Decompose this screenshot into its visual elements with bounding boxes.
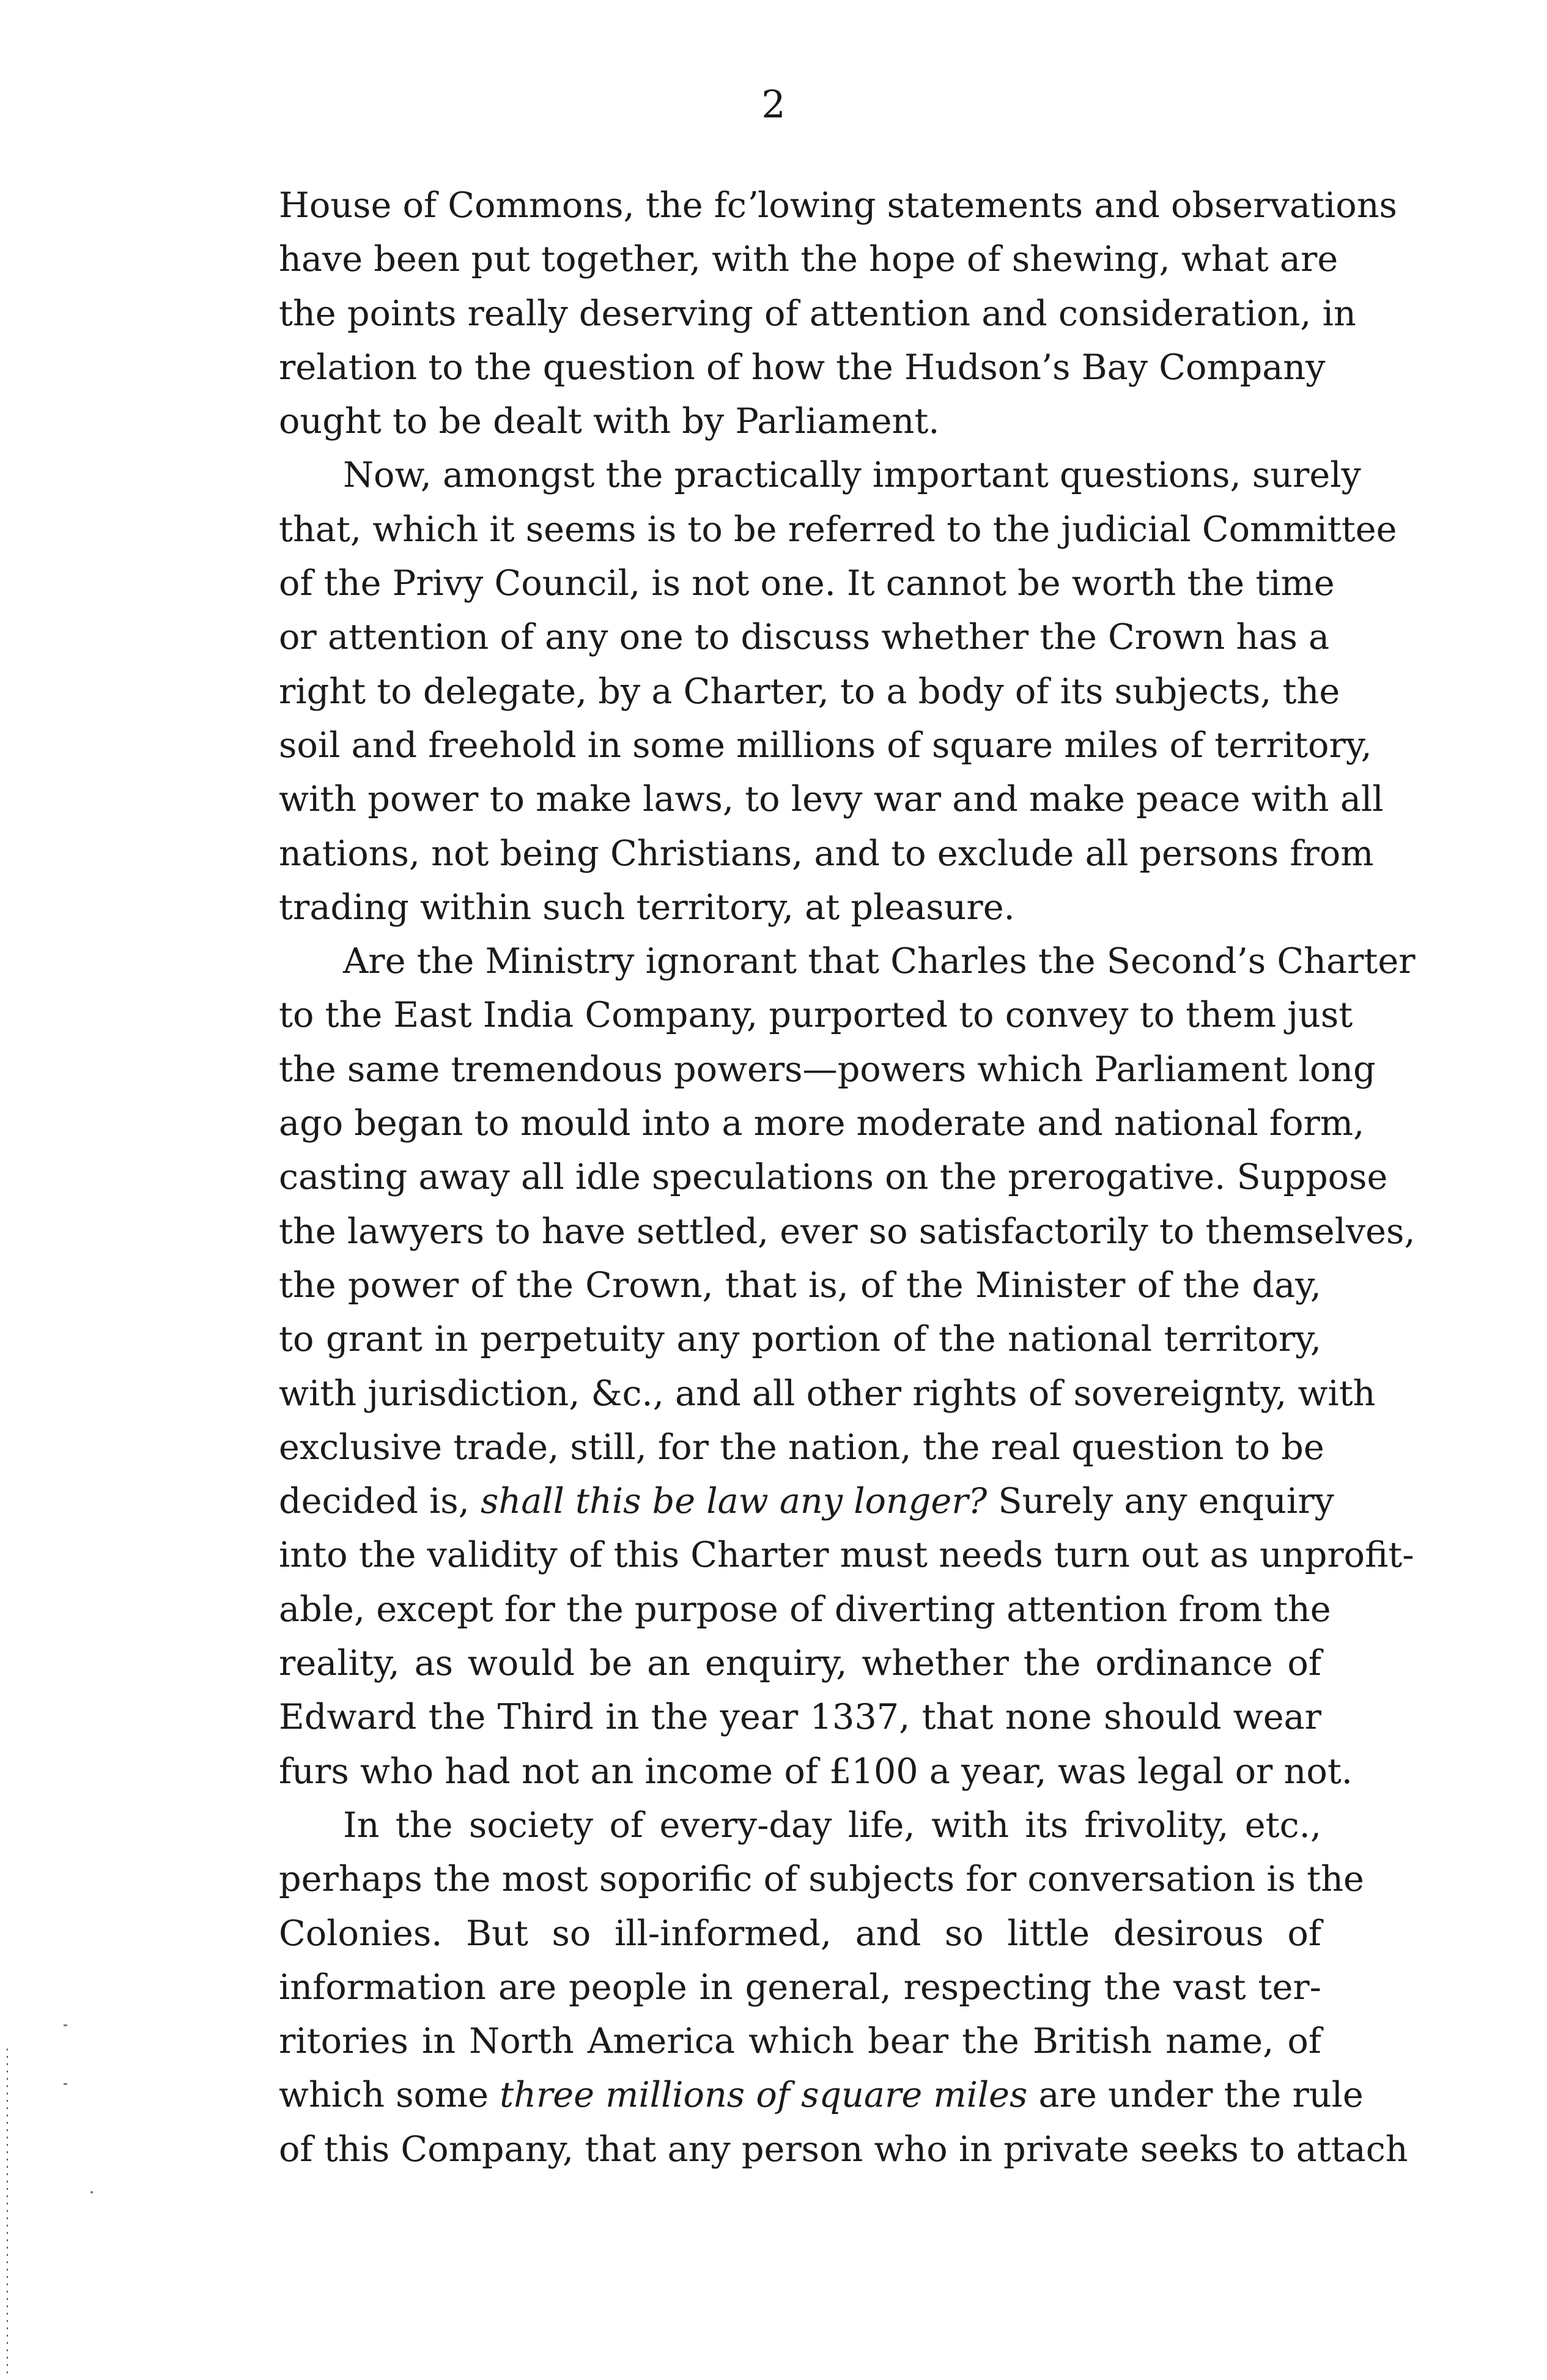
text-line: the same tremendous powers—powers which Parliament long xyxy=(279,1049,1376,1090)
italic-phrase: three millions of square miles xyxy=(500,2075,1028,2116)
text-run: which some xyxy=(279,2075,500,2116)
text-line: to grant in perpetuity any portion of the national territory, xyxy=(279,1319,1321,1360)
text-line: relation to the question of how the Hudson’s Bay Company xyxy=(279,347,1326,388)
text-line: right to delegate, by a Charter, to a body of its subjects, the xyxy=(279,671,1340,712)
text-line: the points really deserving of attention and consideration, in xyxy=(279,293,1356,334)
text-run: are under the rule xyxy=(1027,2075,1364,2116)
text-line: Edward the Third in the year 1337, that none should wear xyxy=(279,1697,1321,1738)
text-line: to the East India Company, purported to convey to them just xyxy=(279,995,1353,1036)
text-line: with jurisdiction, &c., and all other rights of sovereignty, with xyxy=(279,1373,1376,1414)
text-run: Surely any enquiry xyxy=(987,1481,1334,1522)
text-line: reality, as would be an enquiry, whether the ordinance of xyxy=(279,1643,1321,1684)
text-line: trading within such territory, at pleasure. xyxy=(279,887,1015,928)
text-line: that, which it seems is to be referred to the judicial Committee xyxy=(279,509,1397,550)
page-number: 2 xyxy=(761,82,786,127)
text-run: decided is, xyxy=(279,1481,481,1522)
text-line: with power to make laws, to levy war and make peace with all xyxy=(279,779,1384,820)
text-line: soil and freehold in some millions of square miles of territory, xyxy=(279,725,1372,766)
text-line: ago began to mould into a more moderate and national form, xyxy=(279,1103,1365,1144)
text-line-with-italic xyxy=(279,2068,1364,2122)
text-line: ought to be dealt with by Parliament. xyxy=(279,401,940,442)
text-line: into the validity of this Charter must needs turn out as unprofit- xyxy=(279,1535,1414,1576)
scan-margin-marks xyxy=(0,2024,122,2379)
italic-phrase: shall this be law any longer? xyxy=(481,1481,988,1522)
text-line-with-italic xyxy=(279,1474,1334,1528)
text-line: perhaps the most soporific of subjects for conversation is the xyxy=(279,1859,1364,1900)
text-line: of the Privy Council, is not one. It cannot be worth the time xyxy=(279,563,1335,604)
body-text xyxy=(279,179,1416,2176)
text-line: have been put together, with the hope of shewing, what are xyxy=(279,239,1338,280)
text-line: furs who had not an income of £100 a year, was legal or not. xyxy=(279,1751,1353,1792)
text-line: of this Company, that any person who in private seeks to attach xyxy=(279,2129,1408,2170)
paragraph-3 xyxy=(279,934,1416,1798)
text-line: In the society of every-day life, with its frivolity, etc., xyxy=(343,1805,1321,1846)
text-line: casting away all idle speculations on the prerogative. Suppose xyxy=(279,1157,1388,1198)
text-line: information are people in general, respecting the vast ter- xyxy=(279,1967,1321,2008)
text-line: able, except for the purpose of diverting attention from the xyxy=(279,1589,1331,1630)
text-line: Are the Ministry ignorant that Charles the Second’s Charter xyxy=(343,941,1416,982)
text-line: or attention of any one to discuss whether the Crown has a xyxy=(279,617,1330,658)
text-line: Colonies. But so ill-informed, and so little desirous of xyxy=(279,1913,1321,1954)
text-line: nations, not being Christians, and to exclude all persons from xyxy=(279,833,1374,874)
paragraph-2 xyxy=(279,448,1397,934)
text-line: exclusive trade, still, for the nation, the real question to be xyxy=(279,1427,1324,1468)
paragraph-4 xyxy=(279,1798,1408,2176)
text-line: the power of the Crown, that is, of the Minister of the day, xyxy=(279,1265,1321,1306)
paragraph-1 xyxy=(279,179,1397,448)
text-line: House of Commons, the fcʼlowing statements and observations xyxy=(279,185,1397,226)
text-line: ritories in North America which bear the British name, of xyxy=(279,2021,1321,2062)
text-line: the lawyers to have settled, ever so satisfactorily to themselves, xyxy=(279,1211,1416,1252)
text-line: Now, amongst the practically important questions, surely xyxy=(343,455,1361,496)
